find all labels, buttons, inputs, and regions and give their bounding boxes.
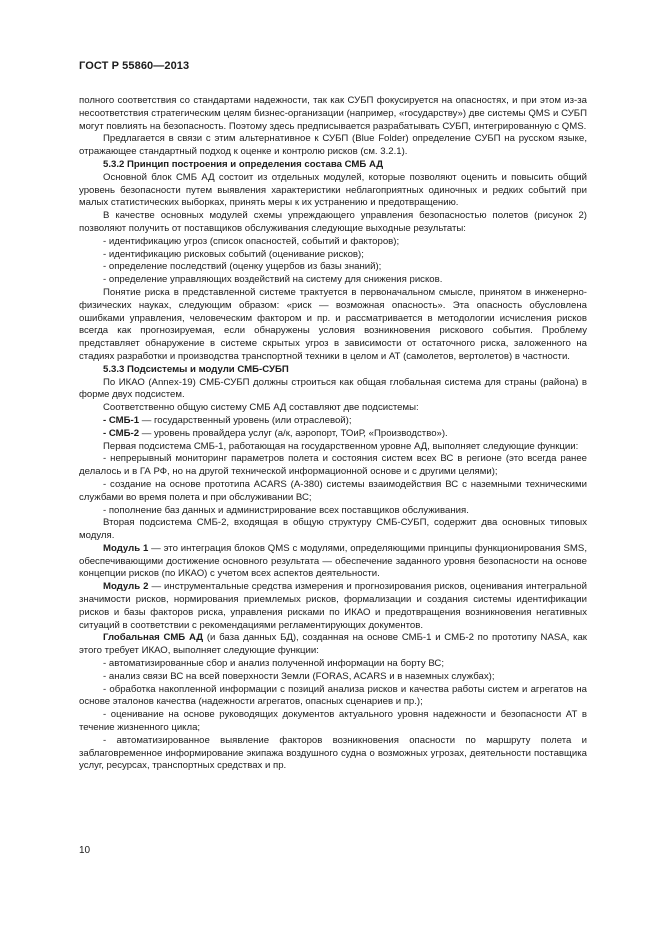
paragraph [79, 581, 587, 632]
list-item: - непрерывный мониторинг параметров полета и состояния систем всех ВС в регионе (это всегда ранее делалось и в ГА РФ, но на другой технической информационной основе и с другими целями); [79, 453, 587, 478]
term-definition: (и база данных БД), созданная на основе СМБ-1 и СМБ-2 по прототипу NASA, как этого требует ИКАО, выполняет следующие функции: [79, 632, 587, 657]
term: - СМБ-2 [103, 427, 140, 439]
list-item [79, 428, 587, 441]
term-definition: — инструментальные средства измерения и прогнозирования рисков, оценивания интегральной значимости рисков, нормирования приемлемых рисков, формализации и создания системы идентификации рисков и базы факторов риска, управления рисками по ИКАО и предотвращения возникновения негативных ситуаций в соответствии с рекомендациями регламентирующих документов. [79, 581, 587, 631]
term-definition: — это интеграция блоков QMS с модулями, определяющими принципы функционирования SMS, обеспечивающими достижение основного результата — обеспечение заданного уровня безопасности на основе концепции рисков (по ИКАО) с учетом всех аспектов деятельности. [79, 542, 587, 580]
paragraph: Основной блок СМБ АД состоит из отдельных модулей, которые позволяют оценить и повысить общий уровень безопасности путем выявления характеристики неблагоприятных одиночных и редких событий при малых статистических выборках, принять меры к их устранению и предотвращению. [79, 171, 587, 209]
term: Модуль 2 [103, 581, 149, 593]
list-item: - автоматизированное выявление факторов возникновения опасности по маршруту полета и заблаговременное информирование экипажа воздушного судна о возможных угрозах, деятельности поставщика услуг, ресурсах, транспортных средствах и пр. [79, 734, 587, 772]
section-heading: 5.3.3 Подсистемы и модули СМБ-СУБП [103, 363, 289, 375]
list-item: - определение последствий (оценку ущербов из базы знаний); [103, 261, 382, 273]
term: - СМБ-1 [103, 414, 140, 426]
document-header: ГОСТ Р 55860—2013 [79, 60, 190, 72]
list-item: - анализ связи ВС на всей поверхности Земли (FORAS, ACARS и в наземных службах); [103, 670, 495, 682]
paragraph [79, 632, 587, 658]
list-item: - создание на основе прототипа ACARS (A-380) системы взаимодействия ВС с наземными техническими службами во время полета и при обслуживании ВС; [79, 478, 587, 503]
document-body [79, 95, 587, 773]
paragraph: полного соответствия со стандартами надежности, так как СУБП фокусируется на опасностях, и при этом из-за несоответствия стратегическим целям бизнес-организации (например, «государству») две системы QMS и СУБП могут повлиять на безопасность. Поэтому здесь предписывается разрабатывать СУБП, интегрированную с QMS. [79, 95, 587, 132]
term: Глобальная СМБ АД [103, 632, 204, 644]
list-item: - идентификацию угроз (список опасностей, событий и факторов); [103, 235, 400, 247]
list-item: - пополнение баз данных и администрирование всех поставщиков обслуживания. [103, 504, 469, 516]
term-definition: — уровень провайдера услуг (а/к, аэропорт, ТОиР, «Производство»). [139, 427, 448, 439]
list-item: - определение управляющих воздействий на систему для снижения рисков. [103, 274, 443, 286]
list-item [79, 415, 587, 428]
term-definition: — государственный уровень (или отраслевой); [139, 414, 352, 426]
paragraph: Понятие риска в представленной системе трактуется в первоначальном смысле, принятом в инженерно-физических науках, следующим образом: «риск — возможная опасность». Эта опасность обусловлена ошибками управления, человеческим фактором и пр. и рассматривается в методологии исчисления рисков всегда как прогнозируемая, если обнаружены условия возникновения рискового события. Проблему представляет обнаружение в системе скрытых угроз в зависимости от остаточного риска, заложенного на стадиях разработки и производства транспортной техники в целом и АТ (самолетов, вертолетов) в частности. [79, 286, 587, 362]
list-item: - идентификацию рисковых событий (оценивание рисков); [103, 248, 364, 260]
paragraph: По ИКАО (Annex-19) СМБ-СУБП должны строиться как общая глобальная система для страны (района) в форме двух подсистем. [79, 376, 587, 401]
list-item: - оценивание на основе руководящих документов актуального уровня надежности и безопасности АТ в течение жизненного цикла; [79, 709, 587, 734]
paragraph: Первая подсистема СМБ-1, работающая на государственном уровне АД, выполняет следующие функции: [103, 440, 579, 452]
paragraph [79, 543, 587, 581]
list-item: - обработка накопленной информации с позиций анализа рисков и качества работы систем и агрегатов на основе эталонов качества (надежности агрегатов, опасных сценариев и пр.); [79, 683, 587, 708]
paragraph: В качестве основных модулей схемы упреждающего управления безопасностью полетов (рисунок 2) позволяют получить от поставщиков обслуживания следующие выходные результаты: [79, 210, 587, 234]
paragraph: Предлагается в связи с этим альтернативное к СУБП (Blue Folder) определение СУБП на русском языке, отражающее стандартный подход к оценке и контролю рисков (см. 3.2.1). [79, 133, 587, 158]
page-number: 10 [79, 845, 91, 856]
paragraph: Вторая подсистема СМБ-2, входящая в общую структуру СМБ-СУБП, содержит два основных типовых модуля. [79, 517, 587, 542]
paragraph: Соответственно общую систему СМБ АД составляют две подсистемы: [103, 402, 419, 414]
section-heading: 5.3.2 Принцип построения и определения состава СМБ АД [103, 158, 384, 170]
list-item: - автоматизированные сбор и анализ полученной информации на борту ВС; [103, 658, 444, 670]
term: Модуль 1 [103, 542, 149, 554]
